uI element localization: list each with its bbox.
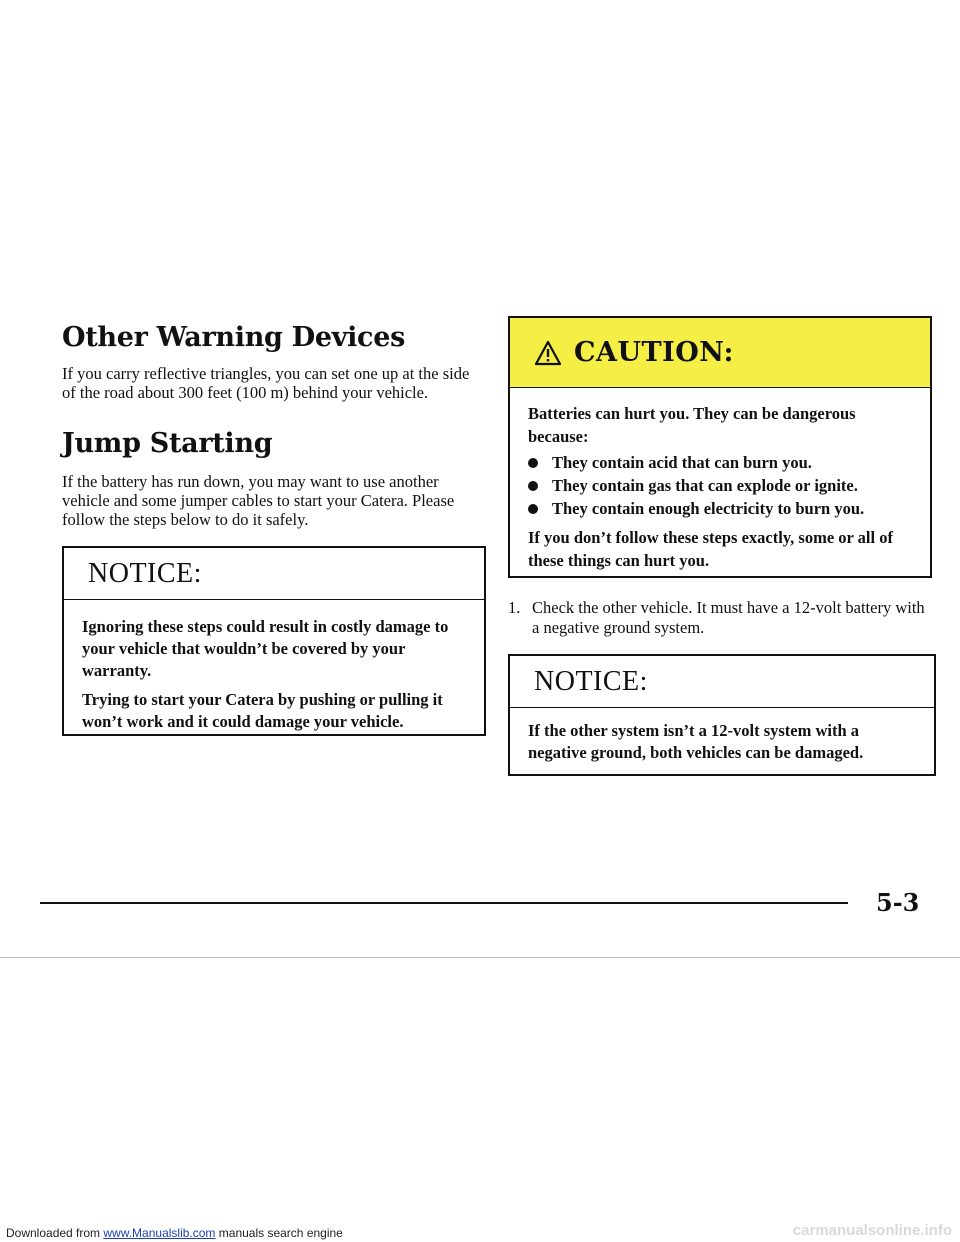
step-number: 1. [508,598,521,617]
notice-body [64,600,484,750]
notice-paragraph: If the other system isn’t a 12-volt system with a negative ground, both vehicles can be damaged. [528,721,864,762]
other-warning-devices-heading: Other Warning Devices [62,322,405,353]
notice-paragraph: Trying to start your Catera by pushing or pulling it won’t work and it could damage your vehicle. [82,690,443,731]
caution-bullet-text: They contain enough electricity to burn you. [552,499,865,518]
footer-suffix: manuals search engine [215,1226,343,1240]
bullet-dot-icon [528,504,538,514]
step-1 [508,598,932,638]
download-footer [6,1226,343,1240]
caution-body [510,388,930,572]
notice-title: NOTICE: [88,557,202,589]
step-text: Check the other vehicle. It must have a 12-volt battery with a negative ground system. [532,598,925,637]
caution-bullet-text: They contain gas that can explode or ignite. [552,476,858,495]
warning-triangle-icon [534,340,562,366]
jump-starting-text: If the battery has run down, you may want to use another vehicle and some jumper cables to start your Catera. Please follow the steps below to do it safely. [62,472,455,529]
divider [0,957,960,958]
notice-title: NOTICE: [534,665,648,697]
caution-bullet [528,474,916,497]
caution-bullet-text: They contain acid that can burn you. [552,453,812,472]
caution-box [508,316,932,578]
other-warning-devices-text: If you carry reflective triangles, you can set one up at the side of the road about 300 feet (100 m) behind your vehicle. [62,364,470,402]
caution-header [510,318,930,388]
watermark: carmanualsonline.info [792,1222,952,1239]
footer-prefix: Downloaded from [6,1226,104,1240]
notice-paragraph: Ignoring these steps could result in costly damage to your vehicle that wouldn’t be covered by your warranty. [82,617,449,680]
caution-bullet-list [528,451,916,520]
caution-intro: Batteries can hurt you. They can be dangerous because: [528,404,856,446]
page-rule [40,902,848,904]
notice-body [510,708,934,781]
bullet-dot-icon [528,458,538,468]
page-number: 5-3 [876,888,920,917]
jump-starting-heading: Jump Starting [62,428,273,459]
bullet-dot-icon [528,481,538,491]
notice-box-right [508,654,936,776]
notice-header [510,656,934,708]
caution-bullet [528,497,916,520]
notice-header [64,548,484,600]
caution-title: CAUTION: [574,337,734,368]
manualslib-link[interactable]: www.Manualslib.com [103,1226,216,1240]
caution-outro: If you don’t follow these steps exactly, some or all of these things can hurt you. [528,528,893,570]
notice-box-left [62,546,486,736]
caution-bullet [528,451,916,474]
